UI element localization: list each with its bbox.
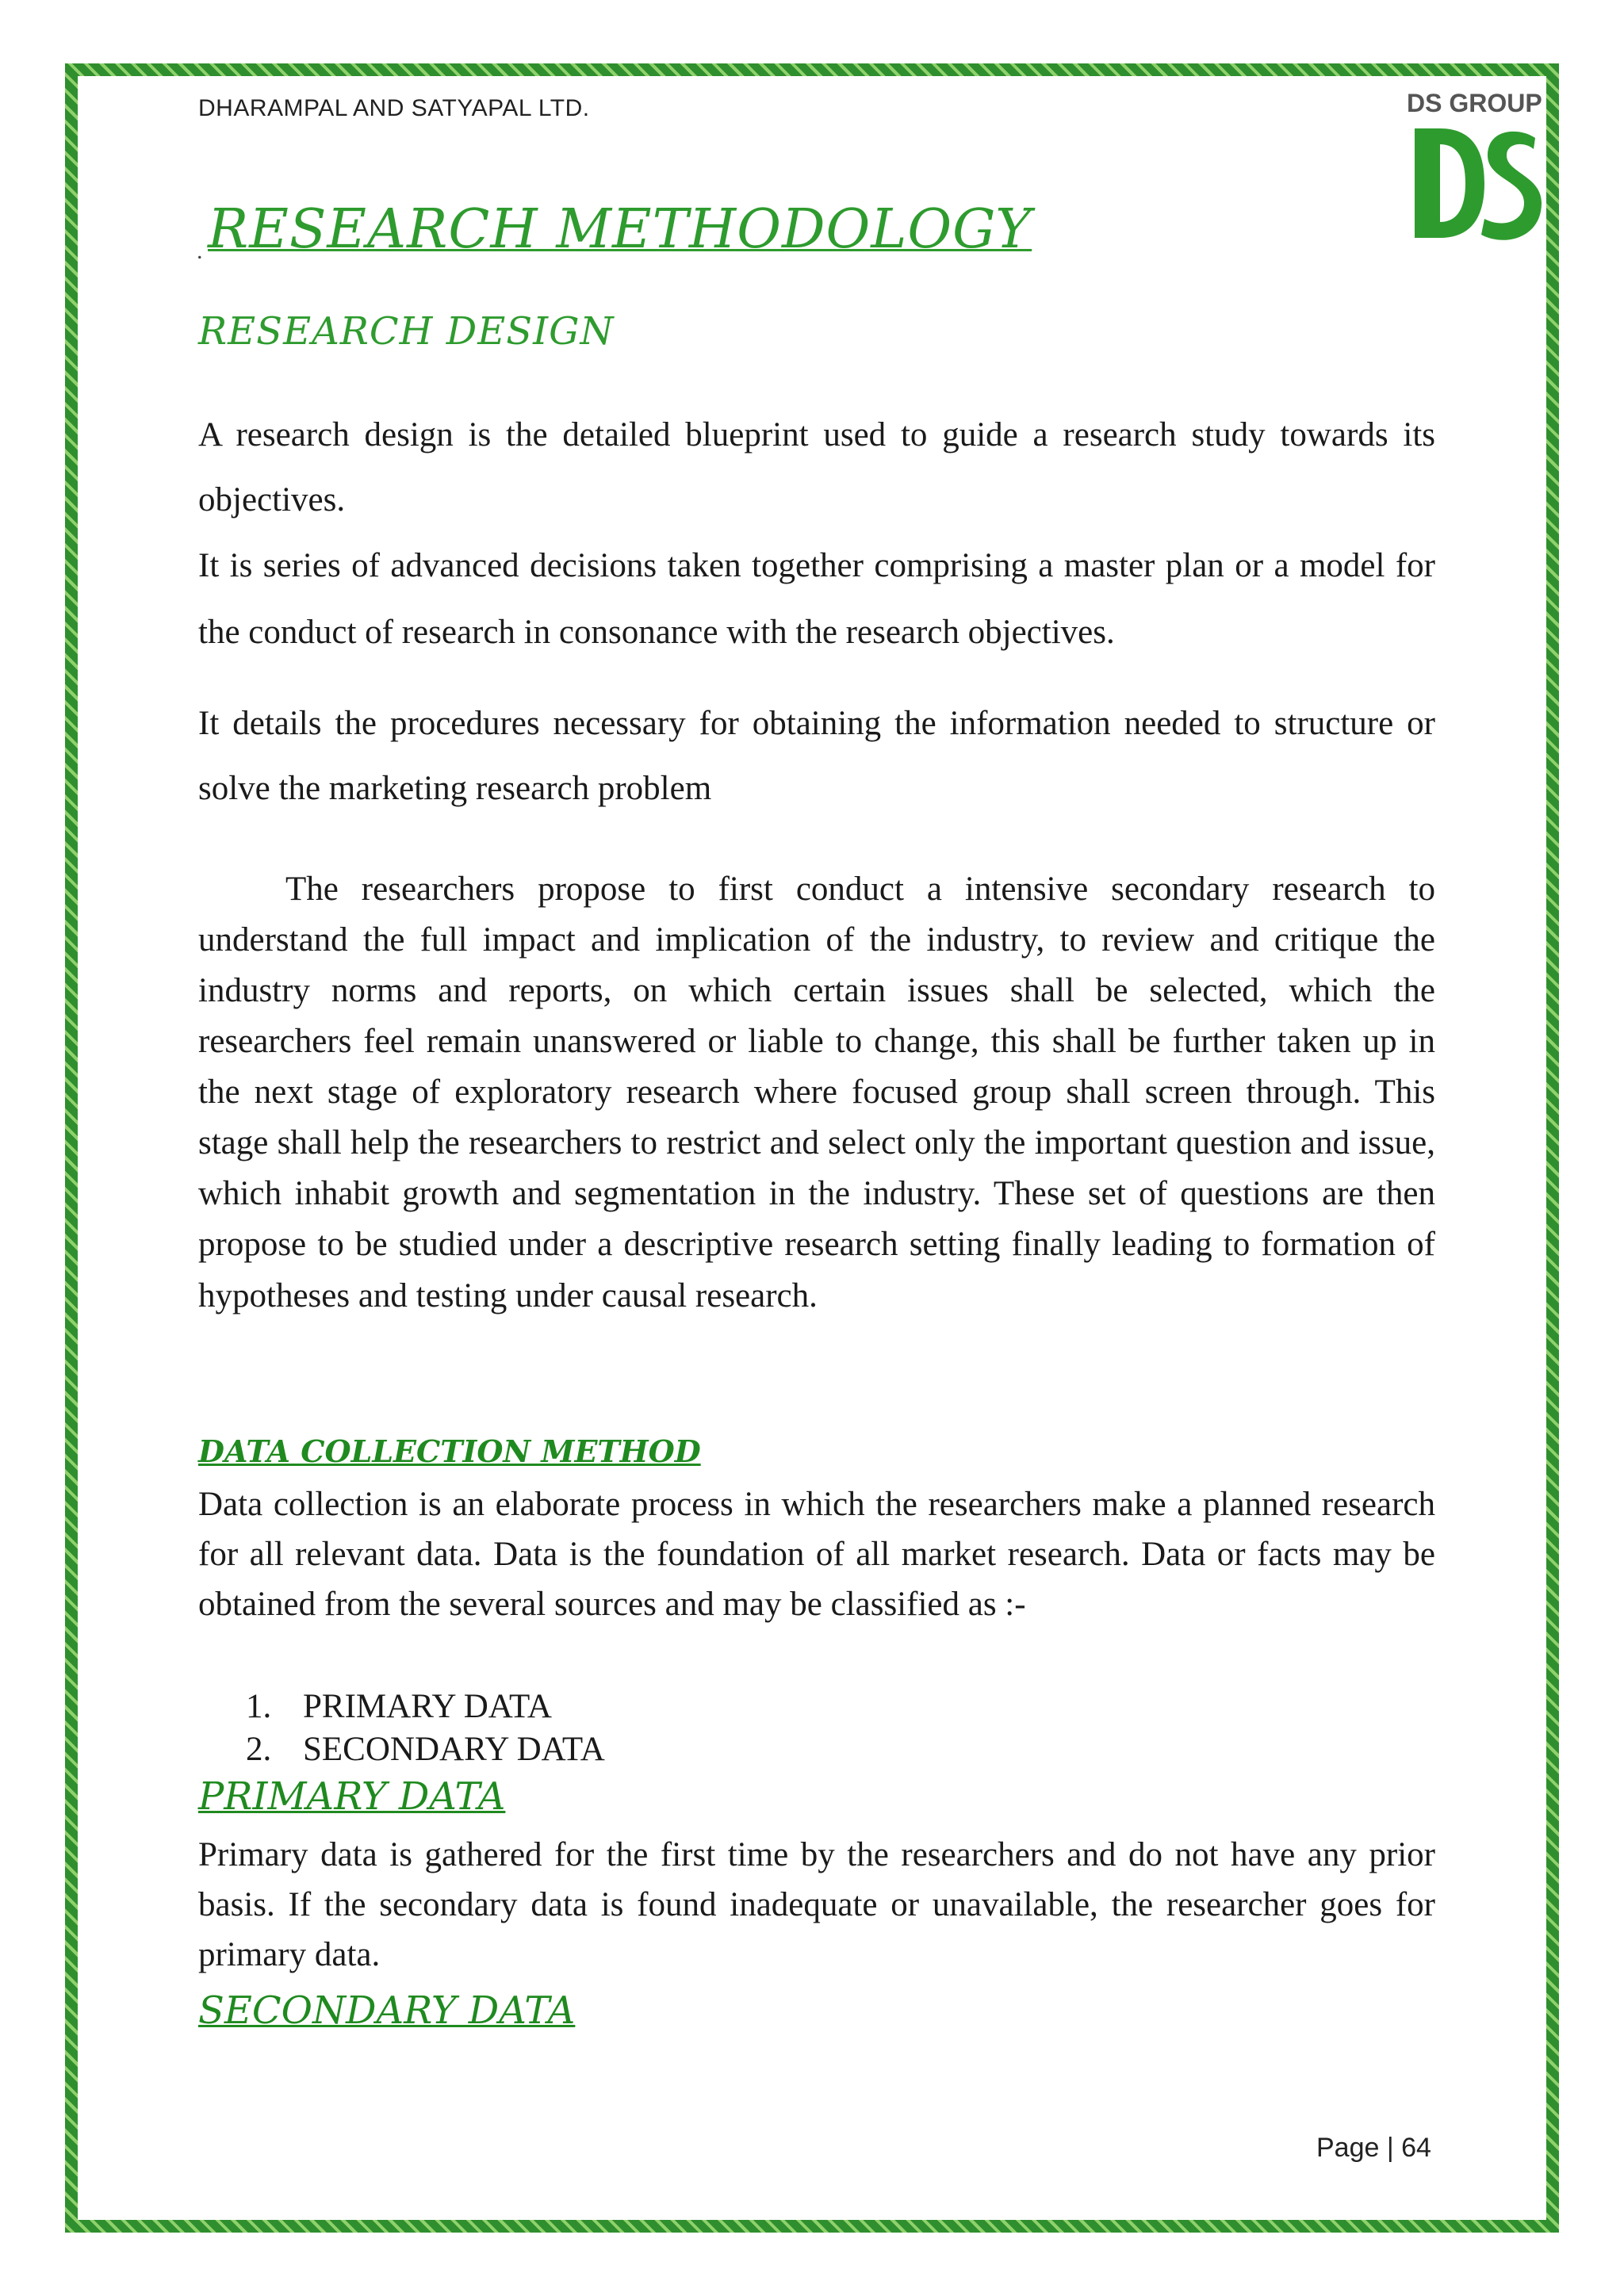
list-item-label: SECONDARY DATA — [303, 1730, 605, 1768]
primary-data-heading: PRIMARY DATA — [198, 1774, 506, 1819]
research-design-paragraph-4: The researchers propose to first conduct a intensive secondary research to understand the full impact and implication of the industry, to review and critique the industry norms and reports, on which certain issues shall be selected, which the researchers feel remain unanswered or liable to change, this shall be further taken up in the next stage of exploratory research where focused group shall screen through. This stage shall help the researchers to restrict and select only the important question and issue, which inhabit growth and segmentation in the industry. These set of questions are then propose to be studied under a descriptive research setting finally leading to formation of hypotheses and testing under causal research. — [198, 871, 1435, 1314]
list-item — [246, 1728, 605, 1771]
primary-data-paragraph: Primary data is gathered for the first time by the researchers and do not have any prior basis. If the secondary data is found inadequate or unavailable, the researcher goes for primary data. — [198, 1836, 1435, 1974]
logo-text: DS GROUP — [1407, 89, 1542, 117]
research-design-paragraph-2: It is series of advanced decisions taken together comprising a master plan or a model for the conduct of research in consonance with the research objectives. — [198, 547, 1435, 651]
list-item — [246, 1686, 605, 1728]
list-item-label: PRIMARY DATA — [303, 1688, 552, 1725]
research-design-paragraph-1: A research design is the detailed blueprint used to guide a research study towards its objectives. — [198, 416, 1435, 519]
research-design-paragraph-3: It details the procedures necessary for obtaining the information needed to structure or solve the marketing research problem — [198, 705, 1435, 807]
title-dot: . — [197, 238, 203, 264]
list-item-number: 2. — [246, 1730, 272, 1768]
list-item-number: 1. — [246, 1688, 272, 1725]
secondary-data-heading: SECONDARY DATA — [198, 1988, 576, 2033]
company-header: DHARAMPAL AND SATYAPAL LTD. — [198, 95, 590, 121]
data-collection-heading: DATA COLLECTION METHOD — [198, 1433, 701, 1469]
page-title: RESEARCH METHODOLOGY — [208, 198, 1032, 261]
ds-logo-icon — [1408, 124, 1543, 243]
data-collection-paragraph: Data collection is an elaborate process in which the researchers make a planned research for all relevant data. Data is the foundation of all market research. Data or facts may be obtained from the several sources and may be classified as :- — [198, 1486, 1435, 1624]
section-title-research-design: RESEARCH DESIGN — [198, 309, 615, 354]
page-number: Page | 64 — [1316, 2133, 1431, 2163]
data-type-list — [246, 1686, 605, 1771]
ds-group-logo — [1404, 89, 1546, 247]
